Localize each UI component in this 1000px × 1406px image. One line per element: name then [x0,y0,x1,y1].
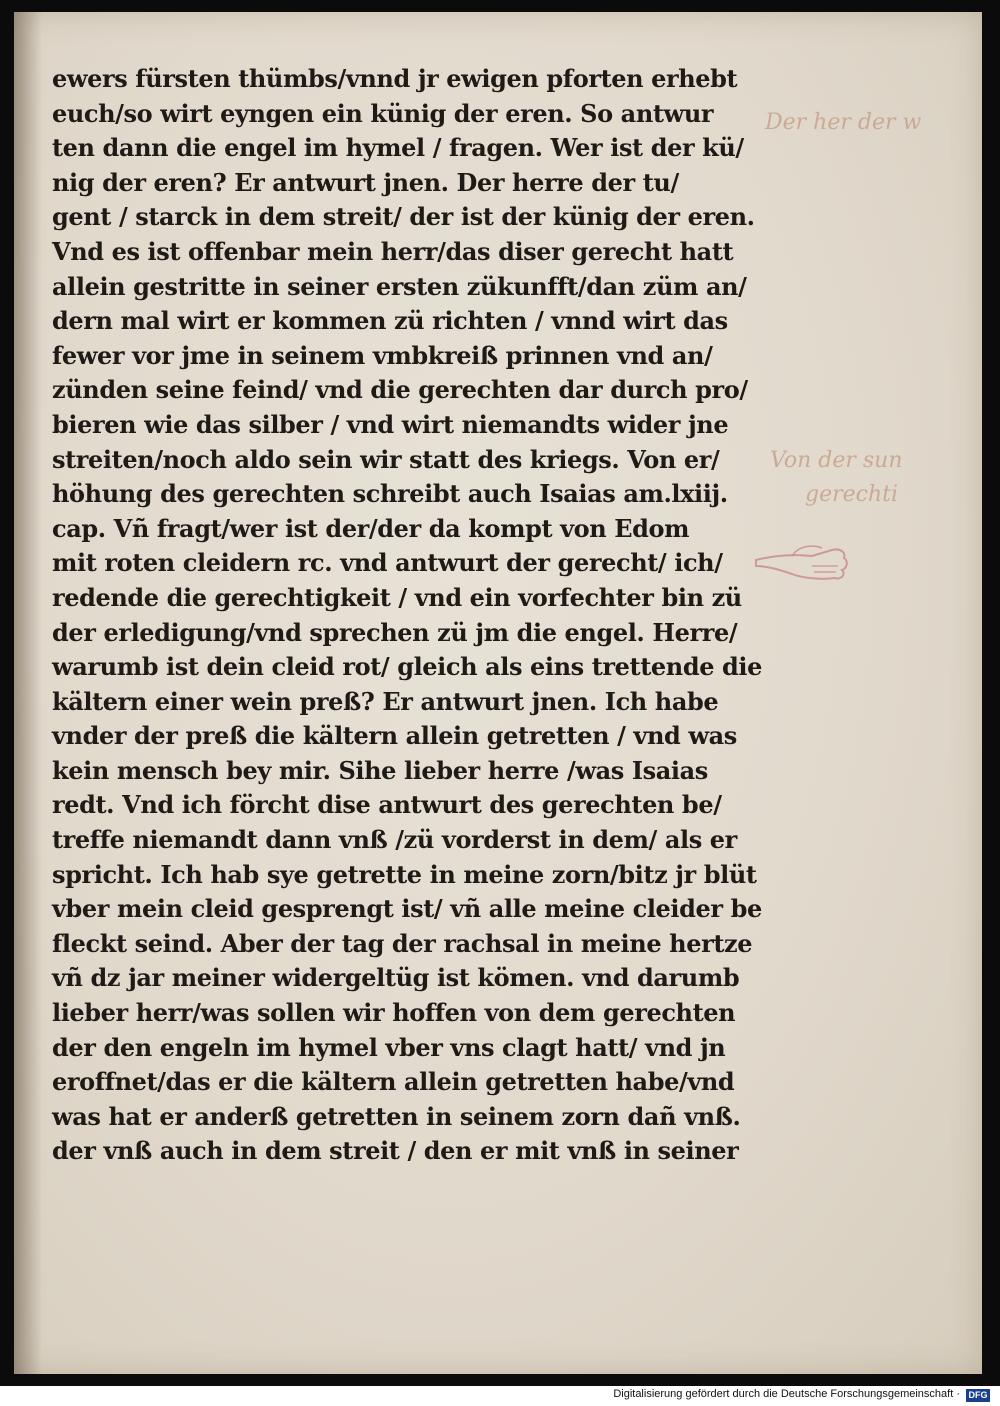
text-line: redt. Vnd ich förcht dise antwurt des gerechten be/ [52,790,722,820]
text-line: vñ dz jar meiner widergeltüg ist kömen. vnd darumb [52,963,740,993]
spine-shadow [14,12,42,1374]
handwritten-note-top: Der her der w [765,110,922,135]
text-line: treffe niemandt dann vnß /zü vorderst in dem/ als er [52,825,737,855]
handwritten-note-middle-second-line: gerechti [805,482,899,507]
text-line: kältern einer wein preß? Er antwurt jnen. Ich habe [52,686,719,716]
text-line: kein mensch bey mir. Sihe lieber herre /was Isaias [52,755,708,785]
text-line: Vnd es ist offenbar mein herr/das diser gerecht hatt [52,236,734,266]
text-line: streiten/noch aldo sein wir statt des kriegs. Von er/ [52,444,720,474]
text-line: ten dann die engel im hymel / fragen. Wer ist der kü/ [52,133,744,163]
dfg-logo-icon: DFG [966,1389,990,1402]
text-line: vnder der preß die kältern allein getretten / vnd was [52,721,737,751]
text-line: dern mal wirt er kommen zü richten / vnnd wirt das [52,306,728,336]
text-line: mit roten cleidern rc. vnd antwurt der gerecht/ ich/ [52,548,723,578]
text-line: spricht. Ich hab sye getrette in meine zorn/bitz jr blüt [52,859,757,889]
text-line: der erledigung/vnd sprechen zü jm die engel. Herre/ [52,617,738,647]
text-line: fleckt seind. Aber der tag der rachsal in meine hertze [52,928,753,958]
digitization-footer [0,1386,1000,1406]
text-line: bieren wie das silber / vnd wirt niemandts wider jne [52,409,729,439]
printed-text-block [52,62,762,1169]
text-line: gent / starck in dem streit/ der ist der künig der eren. [52,202,755,232]
text-line: lieber herr/was sollen wir hoffen von dem gerechten [52,998,736,1028]
text-line: eroffnet/das er die kältern allein getretten habe/vnd [52,1067,735,1097]
text-line: allein gestritte in seiner ersten zükunfft/dan züm an/ [52,271,747,301]
text-line: der den engeln im hymel vber vns clagt hatt/ vnd jn [52,1032,726,1062]
text-line: höhung des gerechten schreibt auch Isaias am.lxiij. [52,479,728,509]
text-line: euch/so wirt eyngen ein künig der eren. So antwur [52,98,714,128]
text-line: nig der eren? Er antwurt jnen. Der herre der tu/ [52,167,679,197]
text-line: warumb ist dein cleid rot/ gleich als eins trettende die [52,652,762,682]
text-line: was hat er anderß getretten in seinem zorn dañ vnß. [52,1101,741,1131]
footer-credit: Digitalisierung gefördert durch die Deutsche Forschungsgemeinschaft · [613,1388,960,1400]
text-line: redende die gerechtigkeit / vnd ein vorfechter bin zü [52,582,742,612]
text-line: cap. Vñ fragt/wer ist der/der da kompt von Edom [52,513,690,543]
handwritten-note-middle: Von der sun [770,448,903,473]
manicule-pointing-hand-icon [752,538,852,588]
text-line: ewers fürsten thümbs/vnnd jr ewigen pforten erhebt [52,64,738,93]
text-line: vber mein cleid gesprengt ist/ vñ alle meine cleider be [52,894,762,924]
text-line: der vnß auch in dem streit / den er mit vnß in seiner [52,1136,739,1166]
text-line: zünden seine feind/ vnd die gerechten dar durch pro/ [52,375,748,405]
text-line: fewer vor jme in seinem vmbkreiß prinnen vnd an/ [52,340,713,370]
